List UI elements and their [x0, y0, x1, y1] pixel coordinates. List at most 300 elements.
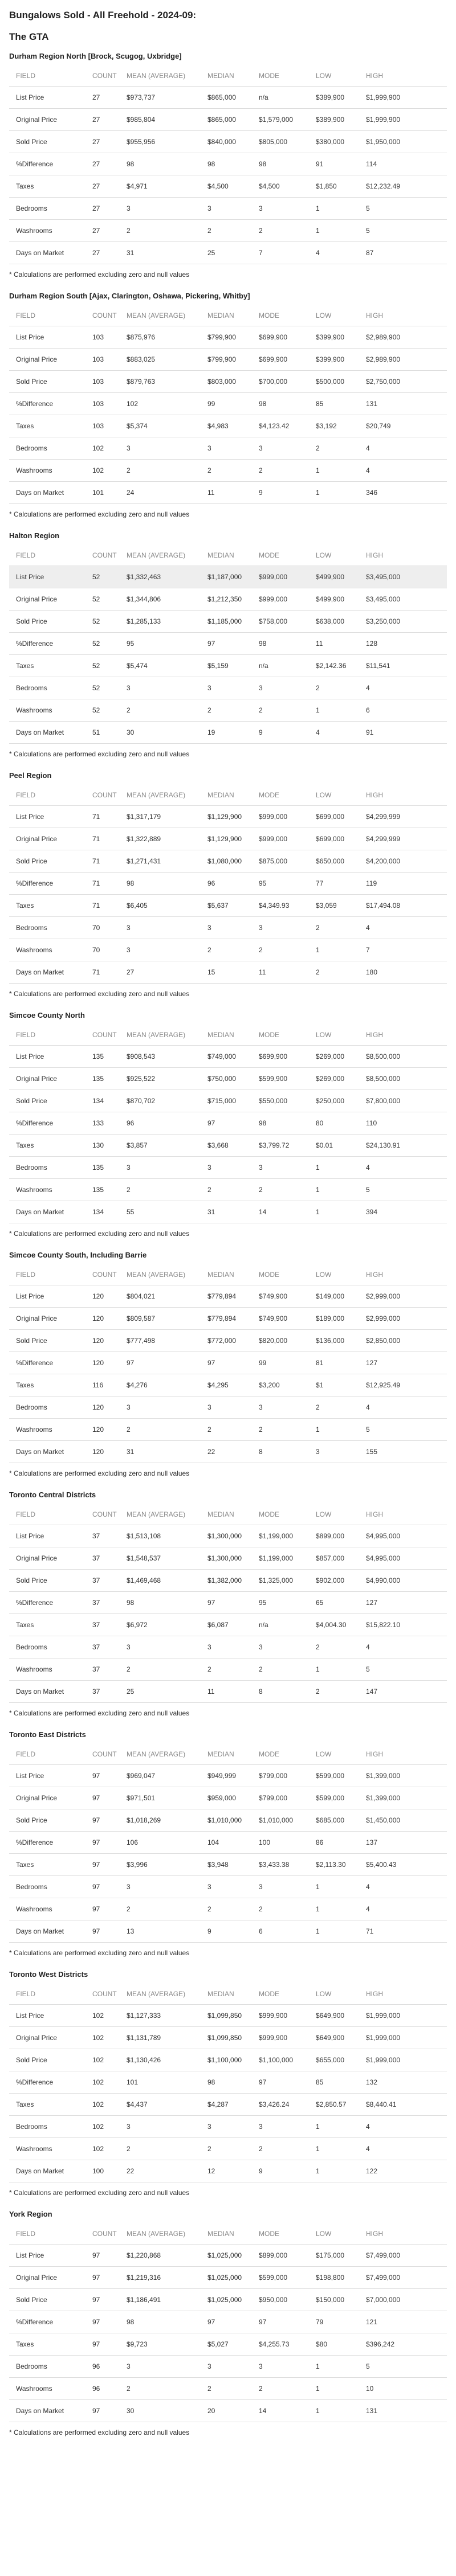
- cell-mode: $4,349.93: [252, 895, 309, 917]
- cell-high: 5: [359, 2356, 447, 2378]
- cell-count: 97: [85, 1898, 120, 1920]
- cell-field: %Difference: [9, 633, 85, 655]
- cell-mean: 13: [120, 1920, 201, 1943]
- cell-count: 27: [85, 242, 120, 264]
- calculation-footnote: * Calculations are performed excluding zero and null values: [9, 750, 190, 758]
- cell-high: $1,999,000: [359, 2049, 447, 2071]
- cell-high: 131: [359, 2400, 447, 2422]
- cell-median: $803,000: [201, 371, 252, 393]
- cell-count: 37: [85, 1636, 120, 1658]
- column-header-mean: MEAN (AVERAGE): [120, 1983, 201, 2005]
- cell-mean: $5,374: [120, 415, 201, 437]
- cell-low: 1: [309, 2400, 359, 2422]
- cell-field: List Price: [9, 806, 85, 828]
- table-row: [9, 175, 447, 198]
- cell-median: $779,894: [201, 1285, 252, 1308]
- cell-mean: $1,513,108: [120, 1525, 201, 1547]
- cell-median: 3: [201, 917, 252, 939]
- cell-field: Original Price: [9, 588, 85, 611]
- cell-low: 1: [309, 2116, 359, 2138]
- cell-count: 97: [85, 1809, 120, 1832]
- column-header-high: HIGH: [359, 65, 447, 87]
- cell-count: 97: [85, 2245, 120, 2267]
- cell-mean: 3: [120, 939, 201, 961]
- cell-field: Sold Price: [9, 1570, 85, 1592]
- cell-low: $250,000: [309, 1090, 359, 1112]
- cell-median: $1,300,000: [201, 1547, 252, 1570]
- table-row: [9, 806, 447, 828]
- calculation-footnote: * Calculations are performed excluding zero and null values: [9, 1230, 190, 1238]
- cell-mode: $4,255.73: [252, 2333, 309, 2356]
- cell-high: $4,995,000: [359, 1547, 447, 1570]
- cell-field: Taxes: [9, 2333, 85, 2356]
- column-header-mode: MODE: [252, 544, 309, 566]
- cell-median: 9: [201, 1920, 252, 1943]
- cell-field: Sold Price: [9, 2049, 85, 2071]
- cell-low: 1: [309, 2160, 359, 2182]
- cell-mode: 98: [252, 1112, 309, 1135]
- cell-field: List Price: [9, 2245, 85, 2267]
- cell-mode: 3: [252, 2116, 309, 2138]
- cell-median: 2: [201, 2138, 252, 2160]
- cell-mode: 3: [252, 677, 309, 699]
- cell-count: 120: [85, 1352, 120, 1374]
- cell-median: $1,025,000: [201, 2289, 252, 2311]
- cell-low: 3: [309, 1441, 359, 1463]
- table-row: [9, 1441, 447, 1463]
- cell-count: 52: [85, 611, 120, 633]
- cell-low: $2,850.57: [309, 2094, 359, 2116]
- cell-mean: $985,804: [120, 109, 201, 131]
- cell-mode: $1,325,000: [252, 1570, 309, 1592]
- cell-median: $865,000: [201, 87, 252, 109]
- cell-field: Days on Market: [9, 1920, 85, 1943]
- region-section: [9, 2209, 447, 2438]
- cell-median: 97: [201, 1112, 252, 1135]
- cell-count: 37: [85, 1658, 120, 1681]
- table-row: [9, 655, 447, 677]
- cell-count: 102: [85, 2094, 120, 2116]
- cell-count: 97: [85, 1920, 120, 1943]
- cell-median: $5,159: [201, 655, 252, 677]
- cell-mean: 106: [120, 1832, 201, 1854]
- cell-high: $1,999,900: [359, 87, 447, 109]
- table-row: [9, 1157, 447, 1179]
- column-header-count: COUNT: [85, 305, 120, 326]
- cell-mean: $9,723: [120, 2333, 201, 2356]
- cell-high: 110: [359, 1112, 447, 1135]
- cell-count: 52: [85, 677, 120, 699]
- cell-count: 71: [85, 806, 120, 828]
- cell-median: 3: [201, 2356, 252, 2378]
- cell-median: $1,099,850: [201, 2005, 252, 2027]
- cell-high: 5: [359, 220, 447, 242]
- table-row: [9, 198, 447, 220]
- cell-median: $1,025,000: [201, 2267, 252, 2289]
- cell-low: $500,000: [309, 371, 359, 393]
- cell-high: 4: [359, 2116, 447, 2138]
- cell-count: 27: [85, 131, 120, 153]
- cell-low: 2: [309, 1636, 359, 1658]
- cell-field: Bedrooms: [9, 198, 85, 220]
- cell-count: 102: [85, 2005, 120, 2027]
- cell-low: $175,000: [309, 2245, 359, 2267]
- column-header-high: HIGH: [359, 305, 447, 326]
- cell-mode: 2: [252, 460, 309, 482]
- cell-high: $2,750,000: [359, 371, 447, 393]
- cell-mode: 9: [252, 2160, 309, 2182]
- cell-count: 97: [85, 1832, 120, 1854]
- cell-mode: $1,199,000: [252, 1547, 309, 1570]
- cell-mean: 2: [120, 1898, 201, 1920]
- cell-median: $959,000: [201, 1787, 252, 1809]
- cell-mean: 96: [120, 1112, 201, 1135]
- column-header-field: FIELD: [9, 1504, 85, 1525]
- column-header-mode: MODE: [252, 305, 309, 326]
- cell-count: 120: [85, 1308, 120, 1330]
- cell-mean: 3: [120, 917, 201, 939]
- cell-field: %Difference: [9, 1352, 85, 1374]
- table-row: [9, 131, 447, 153]
- column-header-high: HIGH: [359, 1504, 447, 1525]
- table-row: [9, 611, 447, 633]
- column-header-count: COUNT: [85, 1504, 120, 1525]
- cell-median: 2: [201, 1898, 252, 1920]
- cell-mode: $899,000: [252, 2245, 309, 2267]
- cell-high: 4: [359, 917, 447, 939]
- cell-mode: $3,433.38: [252, 1854, 309, 1876]
- cell-median: $799,900: [201, 349, 252, 371]
- cell-count: 27: [85, 198, 120, 220]
- table-row: [9, 153, 447, 175]
- cell-low: 1: [309, 1179, 359, 1201]
- cell-high: $8,500,000: [359, 1068, 447, 1090]
- cell-field: Washrooms: [9, 1179, 85, 1201]
- cell-field: Taxes: [9, 2094, 85, 2116]
- cell-mean: $1,219,316: [120, 2267, 201, 2289]
- cell-low: $389,900: [309, 87, 359, 109]
- cell-count: 120: [85, 1285, 120, 1308]
- cell-mode: 14: [252, 2400, 309, 2422]
- cell-field: Original Price: [9, 349, 85, 371]
- cell-mode: 3: [252, 1876, 309, 1898]
- cell-median: $1,187,000: [201, 566, 252, 588]
- table-row: [9, 1330, 447, 1352]
- cell-low: 11: [309, 633, 359, 655]
- cell-mean: 2: [120, 2378, 201, 2400]
- cell-count: 27: [85, 220, 120, 242]
- region-title: Simcoe County South, Including Barrie: [9, 1251, 147, 1259]
- cell-high: $1,999,000: [359, 2005, 447, 2027]
- cell-mode: $799,000: [252, 1787, 309, 1809]
- cell-field: Washrooms: [9, 1898, 85, 1920]
- table-row: [9, 1765, 447, 1787]
- cell-low: $136,000: [309, 1330, 359, 1352]
- cell-mean: $879,763: [120, 371, 201, 393]
- cell-high: $7,000,000: [359, 2289, 447, 2311]
- cell-mean: $955,956: [120, 131, 201, 153]
- cell-median: 22: [201, 1441, 252, 1463]
- cell-median: $4,500: [201, 175, 252, 198]
- cell-mode: 3: [252, 198, 309, 220]
- table-row: [9, 873, 447, 895]
- table-row: [9, 566, 447, 588]
- cell-mode: 97: [252, 2311, 309, 2333]
- cell-high: 5: [359, 1419, 447, 1441]
- stats-table: [9, 1504, 447, 1703]
- cell-mode: $999,000: [252, 806, 309, 828]
- cell-high: $4,299,999: [359, 828, 447, 850]
- calculation-footnote: * Calculations are performed excluding zero and null values: [9, 990, 190, 998]
- stats-table: [9, 1743, 447, 1943]
- table-row: [9, 2333, 447, 2356]
- cell-median: $6,087: [201, 1614, 252, 1636]
- cell-mode: 3: [252, 1396, 309, 1419]
- cell-count: 97: [85, 1854, 120, 1876]
- cell-field: Days on Market: [9, 2400, 85, 2422]
- column-header-field: FIELD: [9, 1264, 85, 1285]
- cell-count: 116: [85, 1374, 120, 1396]
- cell-median: $840,000: [201, 131, 252, 153]
- table-row: [9, 1068, 447, 1090]
- cell-high: 71: [359, 1920, 447, 1943]
- column-header-high: HIGH: [359, 1264, 447, 1285]
- column-header-mode: MODE: [252, 784, 309, 806]
- table-row: [9, 1285, 447, 1308]
- table-row: [9, 828, 447, 850]
- cell-high: 155: [359, 1441, 447, 1463]
- cell-count: 96: [85, 2356, 120, 2378]
- cell-median: $4,983: [201, 415, 252, 437]
- cell-mode: $999,900: [252, 2027, 309, 2049]
- cell-mean: $1,018,269: [120, 1809, 201, 1832]
- cell-low: 81: [309, 1352, 359, 1374]
- cell-high: $7,499,000: [359, 2267, 447, 2289]
- cell-field: List Price: [9, 1525, 85, 1547]
- cell-low: $2,113.30: [309, 1854, 359, 1876]
- cell-low: $3,059: [309, 895, 359, 917]
- cell-mean: 31: [120, 1441, 201, 1463]
- cell-median: $779,894: [201, 1308, 252, 1330]
- cell-low: 85: [309, 393, 359, 415]
- table-row: [9, 722, 447, 744]
- column-header-low: LOW: [309, 544, 359, 566]
- cell-mean: 102: [120, 393, 201, 415]
- cell-mean: 98: [120, 2311, 201, 2333]
- column-header-low: LOW: [309, 1983, 359, 2005]
- stats-table: [9, 1024, 447, 1223]
- table-row: [9, 1179, 447, 1201]
- region-section: [9, 1250, 447, 1479]
- cell-mode: $758,000: [252, 611, 309, 633]
- cell-mode: 100: [252, 1832, 309, 1854]
- stats-table: [9, 305, 447, 504]
- table-row: [9, 850, 447, 873]
- cell-low: $499,900: [309, 588, 359, 611]
- cell-count: 101: [85, 482, 120, 504]
- column-header-median: MEDIAN: [201, 1024, 252, 1046]
- cell-count: 102: [85, 460, 120, 482]
- table-row: [9, 588, 447, 611]
- cell-mode: 3: [252, 917, 309, 939]
- table-row: [9, 1681, 447, 1703]
- cell-median: $1,025,000: [201, 2245, 252, 2267]
- table-row: [9, 961, 447, 984]
- cell-mean: 25: [120, 1681, 201, 1703]
- table-row: [9, 2027, 447, 2049]
- column-header-low: LOW: [309, 1504, 359, 1525]
- cell-high: 7: [359, 939, 447, 961]
- cell-median: $5,637: [201, 895, 252, 917]
- cell-count: 97: [85, 2267, 120, 2289]
- cell-median: $1,212,350: [201, 588, 252, 611]
- table-row: [9, 242, 447, 264]
- cell-mean: $1,548,537: [120, 1547, 201, 1570]
- cell-field: Taxes: [9, 175, 85, 198]
- cell-median: $1,129,900: [201, 806, 252, 828]
- table-row: [9, 2378, 447, 2400]
- table-row: [9, 2311, 447, 2333]
- column-header-count: COUNT: [85, 784, 120, 806]
- cell-mode: $1,010,000: [252, 1809, 309, 1832]
- cell-field: Sold Price: [9, 1090, 85, 1112]
- region-title: Toronto West Districts: [9, 1970, 88, 1979]
- cell-low: $0.01: [309, 1135, 359, 1157]
- cell-high: 4: [359, 1396, 447, 1419]
- area-title: The GTA: [9, 31, 49, 42]
- cell-median: 97: [201, 1592, 252, 1614]
- cell-mode: $820,000: [252, 1330, 309, 1352]
- cell-count: 37: [85, 1570, 120, 1592]
- cell-field: List Price: [9, 1046, 85, 1068]
- cell-field: Washrooms: [9, 220, 85, 242]
- cell-field: Sold Price: [9, 1809, 85, 1832]
- cell-median: $1,010,000: [201, 1809, 252, 1832]
- cell-high: 5: [359, 198, 447, 220]
- cell-count: 51: [85, 722, 120, 744]
- cell-median: 20: [201, 2400, 252, 2422]
- cell-high: $4,299,999: [359, 806, 447, 828]
- cell-mean: $1,127,333: [120, 2005, 201, 2027]
- region-section: [9, 1969, 447, 2198]
- table-row: [9, 2289, 447, 2311]
- cell-mode: 9: [252, 722, 309, 744]
- region-title: Durham Region South [Ajax, Clarington, Oshawa, Pickering, Whitby]: [9, 292, 250, 300]
- cell-low: $599,000: [309, 1765, 359, 1787]
- column-header-mean: MEAN (AVERAGE): [120, 305, 201, 326]
- cell-mode: $805,000: [252, 131, 309, 153]
- cell-low: 1: [309, 939, 359, 961]
- cell-mode: 95: [252, 1592, 309, 1614]
- cell-mean: $1,285,133: [120, 611, 201, 633]
- calculation-footnote: * Calculations are performed excluding zero and null values: [9, 1709, 190, 1717]
- cell-low: 2: [309, 437, 359, 460]
- cell-mean: 98: [120, 153, 201, 175]
- cell-mean: 3: [120, 1157, 201, 1179]
- table-row: [9, 633, 447, 655]
- cell-mean: $1,322,889: [120, 828, 201, 850]
- cell-count: 120: [85, 1330, 120, 1352]
- column-header-field: FIELD: [9, 1743, 85, 1765]
- cell-median: $1,080,000: [201, 850, 252, 873]
- region-section: [9, 771, 447, 999]
- cell-high: $3,495,000: [359, 566, 447, 588]
- table-row: [9, 87, 447, 109]
- cell-mode: 9: [252, 482, 309, 504]
- cell-high: $5,400.43: [359, 1854, 447, 1876]
- cell-low: 1: [309, 1898, 359, 1920]
- table-header-row: [9, 2223, 447, 2245]
- cell-mode: 99: [252, 1352, 309, 1374]
- cell-count: 37: [85, 1547, 120, 1570]
- cell-count: 71: [85, 961, 120, 984]
- cell-count: 37: [85, 1614, 120, 1636]
- cell-median: 98: [201, 2071, 252, 2094]
- cell-field: %Difference: [9, 2311, 85, 2333]
- cell-low: $699,000: [309, 828, 359, 850]
- column-header-high: HIGH: [359, 1743, 447, 1765]
- cell-mean: 97: [120, 1352, 201, 1374]
- cell-high: $17,494.08: [359, 895, 447, 917]
- cell-median: $865,000: [201, 109, 252, 131]
- table-row: [9, 939, 447, 961]
- cell-mean: $1,344,806: [120, 588, 201, 611]
- table-row: [9, 2071, 447, 2094]
- cell-mode: $699,900: [252, 1046, 309, 1068]
- calculation-footnote: * Calculations are performed excluding zero and null values: [9, 271, 190, 279]
- cell-mode: $749,900: [252, 1285, 309, 1308]
- table-row: [9, 2005, 447, 2027]
- page-title: Bungalows Sold - All Freehold - 2024-09:: [9, 10, 197, 21]
- cell-high: $20,749: [359, 415, 447, 437]
- cell-median: 2: [201, 939, 252, 961]
- cell-field: Bedrooms: [9, 437, 85, 460]
- cell-median: $715,000: [201, 1090, 252, 1112]
- cell-high: 132: [359, 2071, 447, 2094]
- cell-low: 91: [309, 153, 359, 175]
- table-row: [9, 2267, 447, 2289]
- cell-median: 2: [201, 1179, 252, 1201]
- cell-mean: 98: [120, 1592, 201, 1614]
- cell-mean: $4,276: [120, 1374, 201, 1396]
- cell-median: $3,948: [201, 1854, 252, 1876]
- cell-mean: $1,220,868: [120, 2245, 201, 2267]
- cell-field: Washrooms: [9, 2378, 85, 2400]
- column-header-mean: MEAN (AVERAGE): [120, 1743, 201, 1765]
- cell-low: 1: [309, 1419, 359, 1441]
- cell-mean: $4,971: [120, 175, 201, 198]
- cell-field: List Price: [9, 1765, 85, 1787]
- stats-table: [9, 1264, 447, 1463]
- cell-low: 1: [309, 198, 359, 220]
- cell-mode: 98: [252, 393, 309, 415]
- region-section: [9, 1730, 447, 1958]
- cell-mean: 3: [120, 198, 201, 220]
- cell-mode: $999,000: [252, 566, 309, 588]
- cell-mode: 11: [252, 961, 309, 984]
- column-header-field: FIELD: [9, 544, 85, 566]
- cell-mean: $3,996: [120, 1854, 201, 1876]
- cell-high: $12,232.49: [359, 175, 447, 198]
- cell-high: 121: [359, 2311, 447, 2333]
- column-header-count: COUNT: [85, 1743, 120, 1765]
- table-row: [9, 109, 447, 131]
- cell-mean: 2: [120, 1658, 201, 1681]
- column-header-count: COUNT: [85, 1983, 120, 2005]
- table-row: [9, 2356, 447, 2378]
- cell-mean: $1,469,468: [120, 1570, 201, 1592]
- cell-mean: $5,474: [120, 655, 201, 677]
